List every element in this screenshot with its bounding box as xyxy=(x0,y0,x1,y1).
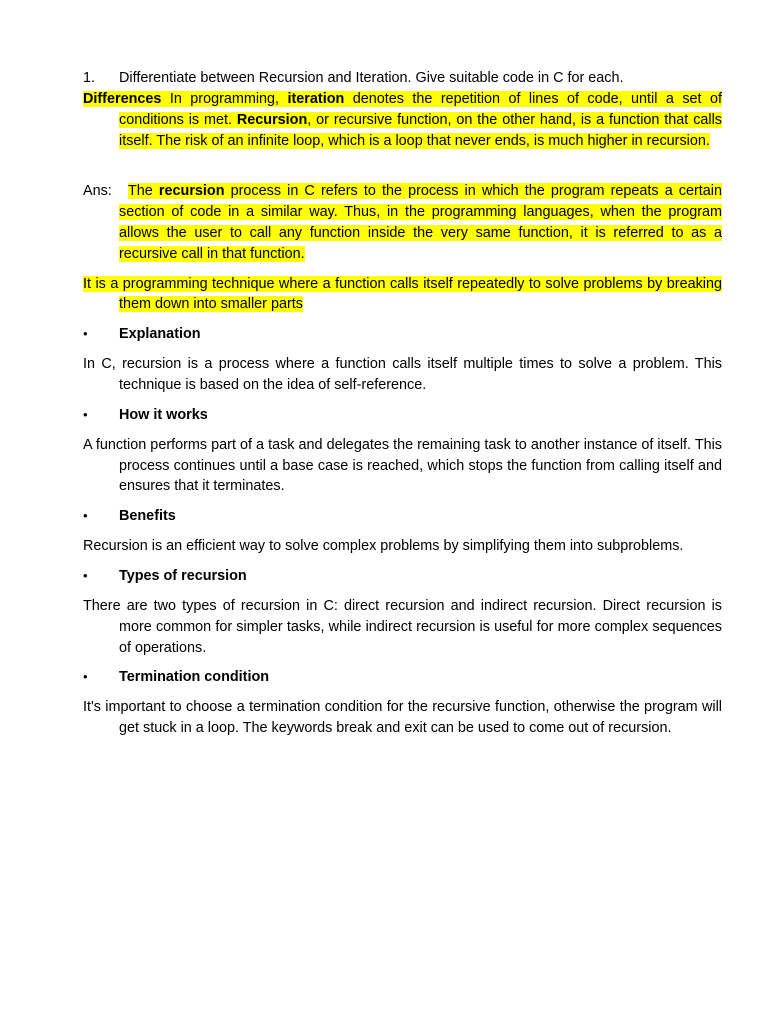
answer-label: Ans: xyxy=(83,183,112,200)
section-title: Types of recursion xyxy=(119,567,247,584)
section-heading-termination-condition xyxy=(83,667,722,688)
differences-highlight xyxy=(83,91,722,149)
bullet-icon: • xyxy=(83,406,88,422)
differences-text-3: , or recursive function, on the other hand, is a function that calls itself. The risk of an infinite loop, which is a loop that never ends, is much higher in recursion. xyxy=(119,111,722,149)
answer-text-1: The xyxy=(128,183,159,200)
bullet-icon: • xyxy=(83,669,88,685)
bullet-icon: • xyxy=(83,567,88,583)
differences-bold-iteration: iteration xyxy=(287,91,345,107)
question-line xyxy=(83,68,722,89)
section-heading-explanation xyxy=(83,324,722,345)
answer-paragraph xyxy=(83,181,722,264)
section-title: Explanation xyxy=(119,326,201,343)
section-heading-benefits xyxy=(83,506,722,527)
bullet-icon: • xyxy=(83,508,88,524)
answer-bold-recursion: recursion xyxy=(158,183,225,200)
differences-bold-recursion: Recursion xyxy=(236,111,308,128)
section-body-benefits: Recursion is an efficient way to solve complex problems by simplifying them into subproblems. xyxy=(83,538,684,555)
differences-paragraph xyxy=(83,89,722,151)
section-body-termination-condition: It's important to choose a termination condition for the recursive function, otherwise the program will get stuck in a loop. The keywords break and exit can be used to come out of recursion. xyxy=(83,699,722,737)
section-body-how-it-works: A function performs part of a task and delegates the remaining task to another instance of itself. This process continues until a base case is reached, which stops the function from calling itself and ensures that it terminates. xyxy=(83,436,722,495)
differences-label: Differences xyxy=(83,91,162,107)
technique-paragraph xyxy=(83,274,722,316)
section-body-explanation: In C, recursion is a process where a function calls itself multiple times to solve a problem. This technique is based on the idea of self-reference. xyxy=(83,356,722,393)
section-title: How it works xyxy=(119,406,208,423)
answer-highlight xyxy=(119,183,722,261)
question-number: 1. xyxy=(83,70,96,86)
technique-highlight: It is a programming technique where a function calls itself repeatedly to solve problems by breaking them down into smaller parts xyxy=(83,275,722,313)
section-title: Termination condition xyxy=(119,669,270,686)
section-title: Benefits xyxy=(119,508,176,525)
differences-text-2: denotes the repetition of lines of code, until a set of conditions is met. xyxy=(119,91,722,128)
section-heading-types-of-recursion xyxy=(83,566,722,587)
section-body-types-of-recursion: There are two types of recursion in C: direct recursion and indirect recursion. Direct recursion is more common for simpler tasks, while indirect recursion is useful for more complex sequences of operations. xyxy=(83,597,722,656)
question-text: Differentiate between Recursion and Iteration. Give suitable code in C for each. xyxy=(119,70,624,86)
section-heading-how-it-works xyxy=(83,405,722,426)
bullet-icon: • xyxy=(83,326,88,342)
answer-text-2: process in C refers to the process in which the program repeats a certain section of code in a similar way. Thus, in the programming languages, when the program allows the user to call any function inside the very same function, it is referred to as a recursive call in that function. xyxy=(119,183,723,262)
differences-text-1: In programming, xyxy=(161,91,288,107)
